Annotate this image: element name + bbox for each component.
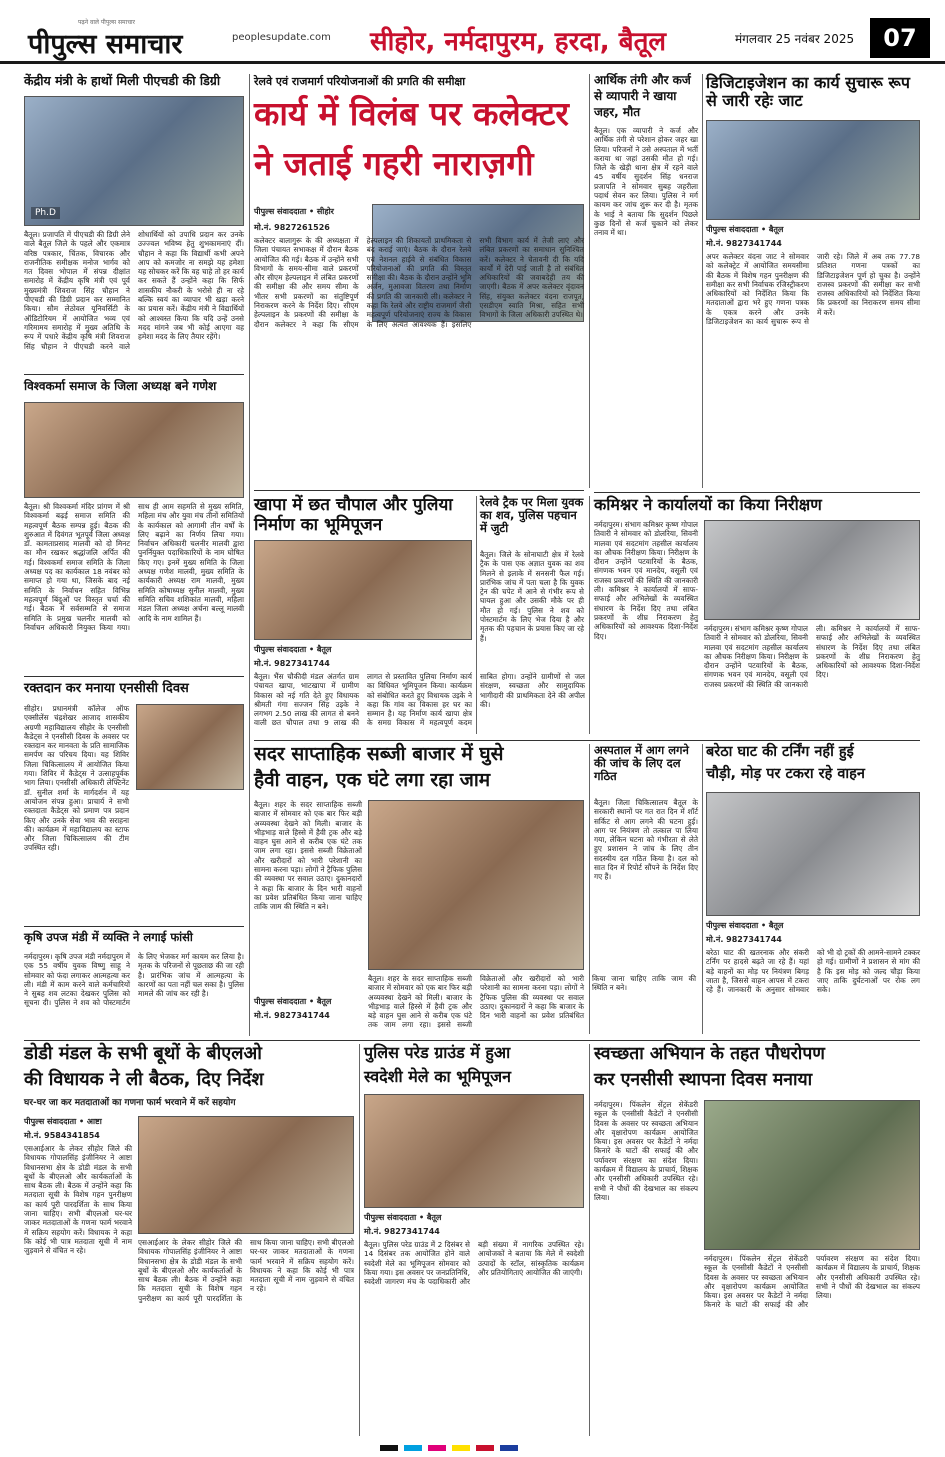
headline-krishi: कृषि उपज मंडी में व्यक्ति ने लगाई फांसी [24,930,193,944]
masthead-tagline: पढ़ने वाले पीपुल्स समाचार [78,19,136,26]
dodi-byline: पीपुल्स संवाददाता • आष्टा [24,1117,102,1126]
divider [254,740,920,741]
article-phd: बैतूल। प्रजापति में पीएचडी की डिग्री लेने वाले बैतूल जिले के पहले और एकमात्र वरिष्ठ पत्रकार, चिंतक, विचारक और राजनीतिक समीक्षक मनोज भार्गव को गत दिवस भोपाल में संपन्न दीक्षांत समारोह में केंद्रीय कृषि मंत्री एवं पूर्व मुख्यमंत्री शिवराज सिंह चौहान ने पीएचडी की डिग्री प्रदान कर सम्मानित किया। सौम लेठोवल यूनिवर्सिटी के ऑडिटोरियम में आयोजित भव्य एवं गरिमामय समारोह में मुख्य अतिथि के रूप में पधारे केंद्रीय कृषि मंत्री शिवराज सिंह चौहान ने पीएचडी करने वाले शोधार्थियों को उपाधि प्रदान कर उनके उज्ज्वल भविष्य हेतु शुभकामनाएं दीं। चौहान ने कहा कि विद्यार्थी कभी अपने आप को कमजोर ना समझे यह हमेशा यह सोचकर करें कि वह चाहे तो हर कार्य कर सकते हैं उन्होंने कहा कि सिर्फ शासकीय नौकरी के भरोसे ही ना रहे बल्कि स्वयं का व्यापार भी खड़ा करने का प्रयास करें। केंद्रीय मंत्री ने विद्यार्थियों को आश्वस्त किया कि यदि उन्हें उनसे मदद मांगने जब भी कोई आएगा वह हमेशा मदद के लिए तैयार रहेंगे। [24,230,244,351]
photo-vishwakarma-group [24,402,244,498]
headline-barethaghat-line2: चौड़ी, मोड़ पर टकरा रहे वाहन [706,766,865,782]
article-commissioner-cont: नर्मदापुरम। संभाग कमिश्नर कृष्ण गोपाल तिवारी ने सोमवार को डोलरिया, सिवनी मालवा एवं सदटमांग तहसील कार्यालय का औचक निरीक्षण किया। निरीक्षण के दौरान उन्होंने पटवारियों के बैठक, संगणक भवन एवं मानदेय, वसूली एवं राजस्व प्रकरणों की स्थिति की जानकारी ली। कमिश्नर ने कार्यालयों में साफ-सफाई और अभिलेखों के व्यवस्थित संधारण के निर्देश दिए तथा लंबित प्रकरणों के शीघ्र निराकरण हेतु अधिकारियों को आवश्यक दिशा-निर्देश दिए। [704,624,920,689]
article-commissioner: नर्मदापुरम। संभाग कमिश्नर कृष्ण गोपाल तिवारी ने सोमवार को डोलरिया, सिवनी मालवा एवं सदटमांग तहसील कार्यालय का औचक निरीक्षण किया। निरीक्षण के दौरान उन्होंने पटवारियों के बैठक, संगणक भवन एवं मानदेय, वसूली एवं राजस्व प्रकरणों की स्थिति की जानकारी ली। कमिश्नर ने कार्यालयों में साफ-सफाई और अभिलेखों के व्यवस्थित संधारण के निर्देश दिए तथा लंबित प्रकरणों के शीघ्र निराकरण हेतु अधिकारियों को आवश्यक दिशा-निर्देश दिए। [594,520,698,641]
region-title: सीहोर, नर्मदापुरम, हरदा, बैतूल [370,27,667,57]
reg-mark-magenta [428,1445,446,1451]
headline-ncc: रक्तदान कर मनाया एनसीसी दिवस [24,681,189,696]
dodi-subhead: घर-घर जा कर मतदाताओं का गणना फार्म भरवाने में करें सहयोग [24,1098,236,1108]
mela-mobile: मो.नं. 9827341744 [364,1227,440,1236]
column-divider [702,744,703,1034]
photo-mela-bhoomipujan [364,1094,584,1208]
edition-date: मंगलवार 25 नवंबर 2025 [735,32,855,46]
lead-byline: पीपुल्स संवाददाता • सीहोर [254,207,334,216]
headline-mela-line2: स्वदेशी मेले का भूमिपूजन [364,1067,511,1086]
lead-mobile: मो.नं. 9827261526 [254,223,330,232]
headline-karz-line2: से व्यापारी ने खाया [594,89,677,103]
headline-barethaghat-line1: बरेठा घाट की टर्निंग नहीं हुई [706,744,854,760]
article-khapa: बैतूल। भैंस चौकीदी मंडल अंतर्गत ग्राम पंचायत खापा, भाटखापा में ग्रामीण विकास को नई गति देते हुए विधायक श्रीमती गंगा सज्जन सिंह उइके ने लगभग 2.50 लाख की लागत से बनने वाली छत चौपाल तथा 9 लाख की लागत से प्रस्तावित पुलिया निर्माण कार्य का विधिवत भूमिपूजन किया। कार्यक्रम को संबोधित करते हुए विधायक उइके ने कहा कि गांव का विकास हर घर का सम्मान है। यह निर्माण कार्य खापा क्षेत्र के समग्र विकास में महत्वपूर्ण कदम साबित होगा। उन्होंने ग्रामीणों से जल संरक्षण, स्वच्छता और सामुदायिक भागीदारी की प्राथमिकता देने की अपील की। [254,672,585,728]
article-digital: अपर कलेक्टर वंदना जाट ने सोमवार को कलेक्ट्रेट में आयोजित समयसीमा की बैठक में विशेष गहन पुनरीक्षण की समीक्षा कर सभी निर्वाचक रजिस्ट्रीकरण अधिकारियों को निर्देशित किया कि मतदाताओं द्वारा भरे हुए गणना पत्रक के एकत्र करने और उनके डिजिटाइजेशन का कार्य सुचारू रूप से जारी रहे। जिले में अब तक 77.78 प्रतिशत गणना पत्रकों का डिजिटाइजेशन पूर्ण हो चुका है। उन्होंने राजस्व प्रकरणों की समीक्षा कर सभी राजस्व अधिकारियों को निर्देशित किया कि प्रकरणों का निराकरण समय सीमा में करें। [706,252,920,327]
reg-mark-cyan [404,1445,422,1451]
newspaper-logo: पीपुल्स समाचार [28,29,183,60]
website-url[interactable]: peoplesupdate.com [232,32,331,43]
dodi-mobile: मो.नं. 9584341854 [24,1131,100,1140]
divider [24,374,244,375]
headline-mela-line1: पुलिस परेड ग्राउंड में हुआ [364,1043,511,1062]
khapa-byline: पीपुल्स संवाददाता • बैतूल [254,645,332,654]
column-divider [589,496,590,734]
masthead [0,0,945,64]
photo-swachhta-ncc [704,1100,920,1250]
article-aspatal: बैतूल। जिला चिकित्सालय बैतूल के सरकारी स्थानों पर गत रात दिन में शॉर्ट सर्किट से आग लगने की घटना हुई। आग पर नियंत्रण तो तत्काल पा लिया गया, लेकिन घटना को गंभीरता से लेते हुए प्रशासन ने जांच के लिए तीन सदस्यीय दल गठित किया है। दल को सात दिन में रिपोर्ट सौंपने के निर्देश दिए गए हैं। [594,798,698,882]
column-divider [359,1044,360,1436]
headline-swachhta-line1: स्वच्छता अभियान के तहत पौधरोपण [594,1044,825,1064]
article-barethaghat: बरेठा घाट की खतरनाक और संकरी टर्निंग पर हादसे बढ़ते जा रहे हैं। यहां बड़े वाहनों का मोड़ पर नियंत्रण बिगड़ जाता है, जिससे वाहन आपस में टकरा रहे हैं। जानकारी के अनुसार सोमवार को भी दो ट्रकों की आमने-सामने टक्कर हो गई। ग्रामीणों ने प्रशासन से मांग की है कि इस मोड़ को जल्द चौड़ा किया जाए ताकि दुर्घटनाओं पर रोक लग सके। [706,948,920,995]
headline-phd: केंद्रीय मंत्री के हाथों मिली पीएचडी की डिग्री [24,73,221,88]
digital-byline: पीपुल्स संवाददाता • बैतूल [706,225,784,234]
photo-digital-meeting [706,120,920,220]
article-dodi: एसआईआर के लेकर सीहोर जिले की विधायक गोपालसिंह इंजीनियर ने आष्टा विधानसभा क्षेत्र के डोडी मंडल के सभी बूथों के बीएलओ और कार्यकर्ताओं के साथ बैठक ली। बैठक में उन्होंने कहा कि मतदाता सूची के विशेष गहन पुनरीक्षण का कार्य पूरी पारदर्शिता के साथ किया जाना चाहिए। सभी बीएलओ घर-घर जाकर मतदाताओं के गणना फार्म भरवाने में सक्रिय सहयोग करें। विधायक ने कहा कि कोई भी पात्र मतदाता सूची में नाम जुड़वाने से वंचित न रहे। [24,1144,132,1256]
digital-mobile: मो.नं. 9827341744 [706,239,782,248]
divider [24,676,244,677]
photo-commissioner-inspection [704,520,920,620]
column-divider [249,74,250,1036]
column-divider [476,496,477,734]
column-divider [589,744,590,1034]
article-sabji: बैतूल। शहर के सदर साप्ताहिक सब्जी बाजार में सोमवार को एक बार फिर बड़ी अव्यवस्था देखने को मिली। बाजार के भीड़भाड़ वाले हिस्से में हैवी ट्रक और बड़े वाहन घुस आने से करीब एक घंटे तक जाम लगा रहा। इससे सब्जी विक्रेताओं और खरीदारों को भारी परेशानी का सामना करना पड़ा। लोगों ने ट्रैफिक पुलिस की व्यवस्था पर सवाल उठाए। दुकानदारों ने कहा कि बाजार के दिन भारी वाहनों का प्रवेश प्रतिबंधित किया जाना चाहिए ताकि जाम की स्थिति न बने। [254,800,362,912]
headline-khapa: खापा में छत चौपाल और पुलिया निर्माण का भूमिपूजन [254,495,453,535]
sabji-mobile: मो.नं. 9827341744 [254,1011,330,1020]
lead-headline-line1: कार्य में विलंब पर कलेक्टर [254,94,569,133]
reg-mark-black [380,1445,398,1451]
article-swachhta-cont: नर्मदापुरम। पिंकलेन सेंट्रल सेकेंडरी स्कूल के एनसीसी कैडेटों ने एनसीसी दिवस के अवसर पर स्वच्छता अभियान और वृक्षारोपण कार्यक्रम आयोजित किया। इस अवसर पर कैडेटों ने नर्मदा किनारे के घाटों की सफाई की और पर्यावरण संरक्षण का संदेश दिया। कार्यक्रम में विद्यालय के प्राचार्य, शिक्षक और एनसीसी अधिकारी उपस्थित रहे। सभी ने पौधों की देखभाल का संकल्प लिया। [704,1254,920,1310]
divider [254,490,584,491]
article-vishwakarma: बैतूल। श्री विश्वकर्मा मंदिर प्रांगण में श्री विश्वकर्मा बढ़ई समाज समिति की महत्वपूर्ण बैठक सम्पन्न हुई। बैठक की शुरुआत में दिवंगत भूतपूर्व जिला अध्यक्ष डॉ. कामताप्रसाद मालवी को दो मिनट का मौन रखकर श्रद्धांजलि अर्पित की गई। विश्वकर्मा समाज समिति के जिला अध्यक्ष पद का कार्यकाल 18 नवंबर को समाप्त हो गया था, जिसके बाद नई समिति के निर्वाचन सहित विभिन्न महत्वपूर्ण बिंदुओं पर विस्तृत चर्चा की गई। बैठक में सर्वसम्मति से समाज समिति के प्रमुख चलनीर मालवी को निर्वाचन अधिकारी नियुक्त किया गया। साथ ही आम सहमति से मुख्य समिति, महिला मंच और युवा मंच तीनों समितियों के कार्यकाल को आगामी तीन वर्षों के लिए बढ़ाने का निर्णय लिया गया। निर्वाचन अधिकारी चलनीर मालवी द्वारा पुनर्नियुक्त पदाधिकारियों के नाम घोषित किए गए। इनमें मुख्य समिति के जिला अध्यक्ष गणेश मालवी, मुख्य समिति के कार्यकारी अध्यक्ष राम मालवी, मुख्य समिति कोषाध्यक्ष सुनील मालवी, मुख्य समिति सचिव शशिकांत मालवी, महिला मंडल जिला अध्यक्ष अर्चना बल्लू मालवी आदि के नाम शामिल हैं। [24,502,244,632]
reg-mark-red [476,1445,494,1451]
barethaghat-byline: पीपुल्स संवाददाता • बैतूल [706,921,784,930]
article-rail: बैतूल। जिले के सोनाघाटी क्षेत्र में रेलवे ट्रैक के पास एक अज्ञात युवक का शव मिलने से इलाके में सनसनी फैल गई। प्रारंभिक जांच में पता चला है कि युवक ट्रेन की चपेट में आने से गंभीर रूप से घायल हुआ और उसकी मौके पर ही मौत हो गई। पुलिस ने शव को पोस्टमार्टम के लिए भेज दिया है और मृतक की पहचान के प्रयास किए जा रहे हैं। [480,550,584,643]
divider [24,926,244,927]
photo-dodi-meeting [138,1116,354,1234]
column-divider [589,1044,590,1436]
article-mela: बैतूल। पुलिस परेड ग्राउंड में 2 दिसंबर से 14 दिसंबर तक आयोजित होने वाले स्वदेशी मेले का भूमिपूजन सोमवार को किया गया। इस अवसर पर जनप्रतिनिधि, स्वदेशी जागरण मंच के पदाधिकारी और बड़ी संख्या में नागरिक उपस्थित रहे। आयोजकों ने बताया कि मेले में स्वदेशी उत्पादों के स्टॉल, सांस्कृतिक कार्यक्रम और प्रतियोगिताएं आयोजित की जाएंगी। [364,1240,584,1287]
photo-khapa-bhoomipujan [254,540,472,640]
headline-swachhta-line2: कर एनसीसी स्थापना दिवस मनाया [594,1070,813,1090]
reg-mark-blue [500,1445,518,1451]
headline-digital: डिजिटाइजेशन का कार्य सुचारू रूप से जारी रहेः जाट [706,73,910,111]
reg-mark-yellow [452,1445,470,1451]
headline-karz-line1: आर्थिक तंगी और कर्ज [594,73,691,87]
article-karz: बैतूल। एक व्यापारी ने कर्ज और आर्थिक तंगी से परेशान होकर जहर खा लिया। परिजनों ने उसे अस्पताल में भर्ती कराया था जहां उसकी मौत हो गई। जिले के खेड़ी थाना क्षेत्र में रहने वाले 45 वर्षीय सुदर्शन सिंह धनराज प्रजापति ने सोमवार सुबह जहरीला पदार्थ सेवन कर लिया। पुलिस ने मर्ग कायम कर जांच शुरू कर दी है। मृतक के भाई ने बताया कि सुदर्शन पिछले कुछ दिनों से कर्ज चुकाने को लेकर तनाव में था। [594,126,698,238]
photo-baretha-truck [706,792,920,916]
divider [24,1040,920,1041]
headline-rail: रेलवे ट्रैक पर मिला युवक का शव, पुलिस पहचान में जुटी [480,495,584,536]
article-sabji-cont: बैतूल। शहर के सदर साप्ताहिक सब्जी बाजार में सोमवार को एक बार फिर बड़ी अव्यवस्था देखने को मिली। बाजार के भीड़भाड़ वाले हिस्से में हैवी ट्रक और बड़े वाहन घुस आने से करीब एक घंटे तक जाम लगा रहा। इससे सब्जी विक्रेताओं और खरीदारों को भारी परेशानी का सामना करना पड़ा। लोगों ने ट्रैफिक पुलिस की व्यवस्था पर सवाल उठाए। दुकानदारों ने कहा कि बाजार के दिन भारी वाहनों का प्रवेश प्रतिबंधित किया जाना चाहिए ताकि जाम की स्थिति न बने। [368,974,696,1030]
headline-karz-line3: जहर, मौत [594,105,641,119]
photo-sabji-market-jam [368,800,584,970]
article-krishi: नर्मदापुरम। कृषि उपज मंडी नर्मदापुरम में एक 55 वर्षीय युवक विष्णु साहू ने सोमवार को फंदा लगाकर आत्महत्या कर ली। मंडी में काम करने वाले कर्मचारियों ने सुबह शव लटका देखकर पुलिस को सूचना दी। पुलिस ने शव को पोस्टमार्टम के लिए भेजकर मर्ग कायम कर लिया है। मृतक के परिजनों से पूछताछ की जा रही है। प्रारंभिक जांच में आत्महत्या के कारणों का पता नहीं चल सका है। पुलिस मामले की जांच कर रही है। [24,952,244,1008]
column-divider [702,74,703,488]
headline-dodi-line2: की विधायक ने ली बैठक, दिए निर्देश [24,1069,264,1090]
headline-aspatal: अस्पताल में आग लगने की जांच के लिए दल गठित [594,743,689,784]
column-divider [589,74,590,488]
khapa-mobile: मो.नं. 9827341744 [254,659,330,668]
photo-label-phd: Ph.D [31,207,60,219]
mela-byline: पीपुल्स संवाददाता • बैतूल [364,1213,442,1222]
sabji-byline: पीपुल्स संवाददाता • बैतूल [254,997,332,1006]
lead-kicker: रेलवे एवं राजमार्ग परियोजनाओं की प्रगति की समीक्षा [254,75,466,88]
lead-headline-line2: ने जताई गहरी नाराज़गी [254,144,534,183]
page-number: 07 [870,18,930,58]
barethaghat-mobile: मो.नं. 9827341744 [706,935,782,944]
photo-phd-ceremony [24,96,244,226]
headline-commissioner: कमिश्नर ने कार्यालयों का किया निरीक्षण [594,495,822,514]
article-dodi-cont: एसआईआर के लेकर सीहोर जिले की विधायक गोपालसिंह इंजीनियर ने आष्टा विधानसभा क्षेत्र के डोडी मंडल के सभी बूथों के बीएलओ और कार्यकर्ताओं के साथ बैठक ली। बैठक में उन्होंने कहा कि मतदाता सूची के विशेष गहन पुनरीक्षण का कार्य पूरी पारदर्शिता के साथ किया जाना चाहिए। सभी बीएलओ घर-घर जाकर मतदाताओं के गणना फार्म भरवाने में सक्रिय सहयोग करें। विधायक ने कहा कि कोई भी पात्र मतदाता सूची में नाम जुड़वाने से वंचित न रहे। [138,1238,354,1303]
headline-sabji-line2: हैवी वाहन, एक घंटे लगा रहा जाम [254,769,491,791]
divider [594,492,920,493]
registration-marks [0,1440,945,1457]
headline-sabji-line1: सदर साप्ताहिक सब्जी बाजार में घुसे [254,743,504,765]
article-ncc: सीहोर। प्रधानमंत्री कॉलेज ऑफ एक्सीलेंस चंद्रशेखर आजाद शासकीय अग्रणी महाविद्यालय सीहोर के एनसीसी कैडेट्स ने एनसीसी दिवस के अवसर पर रक्तदान कर मानवता के प्रति सामाजिक समर्पण का परिचय दिया। यह शिविर जिला चिकित्सालय में आयोजित किया गया। शिविर में कैडेट्स ने उत्साहपूर्वक भाग लिया। एनसीसी अधिकारी लेफ्टिनेंट डॉ. सुनील शर्मा के मार्गदर्शन में यह आयोजन संपन्न हुआ। प्राचार्य ने सभी रक्तदाता कैडेट्स को प्रमाण पत्र प्रदान किए और उनके सेवा भाव की सराहना की। कार्यक्रम में महाविद्यालय का स्टाफ और जिला चिकित्सालय की टीम उपस्थित रही। [24,704,129,853]
article-swachhta: नर्मदापुरम। पिंकलेन सेंट्रल सेकेंडरी स्कूल के एनसीसी कैडेटों ने एनसीसी दिवस के अवसर पर स्वच्छता अभियान और वृक्षारोपण कार्यक्रम आयोजित किया। इस अवसर पर कैडेटों ने नर्मदा किनारे के घाटों की सफाई की और पर्यावरण संरक्षण का संदेश दिया। कार्यक्रम में विद्यालय के प्राचार्य, शिक्षक और एनसीसी अधिकारी उपस्थित रहे। सभी ने पौधों की देखभाल का संकल्प लिया। [594,1100,698,1202]
headline-dodi-line1: डोडी मंडल के सभी बूथों के बीएलओ [24,1043,262,1064]
photo-ncc-blood-donation [136,704,244,790]
headline-vishwakarma: विश्वकर्मा समाज के जिला अध्यक्ष बने गणेश [24,379,217,393]
lead-article: कलेक्टर बालागुरू के की अध्यक्षता में जिला पंचायत सभाकक्ष में दौरान बैठक आयोजित की गई। बैठक में उन्होंने सभी विभागों के समय-सीमा वाले प्रकरणों और सीएम हेल्पलाइन में लंबित प्रकरणों की समीक्षा की और समय सीमा के भीतर सभी प्रकरणों का संतुष्टिपूर्ण निराकरण करने के निर्देश दिए। सीएम हेल्पलाइन के प्रकरणों की समीक्षा के दौरान कलेक्टर ने कहा कि सीएम हेल्पलाइन की शिकायतों प्राथमिकता से बंद कराई जाएं। बैठक के दौरान रेलवे एवं नेशनल हाईवे से संबंधित विकास परियोजनाओं की प्रगति की विस्तृत समीक्षा की। बैठक के दौरान उन्होंने भूमि अर्जन, मुआवजा वितरण तथा निर्माण की प्रगति की जानकारी ली। कलेक्टर ने कहा कि रेलवे और राष्ट्रीय राजमार्ग जैसी महत्वपूर्ण परियोजनाएं राज्य के विकास के लिए अत्यंत आवश्यक हैं। इसलिए सभी विभाग कार्य में तेजी लाएं और लंबित प्रकरणों का समाधान सुनिश्चित करें। कलेक्टर ने चेतावनी दी कि यदि कार्यों में देरी पाई जाती है तो संबंधित अधिकारियों की जवाबदेही तय की जाएगी। बैठक में अपर कलेक्टर वृंदावन सिंह, संयुक्त कलेक्टर वंदना राजपूत, एसडीएम स्वाति मिश्रा, सहित सभी विभागों के जिला अधिकारी उपस्थित थे। [254,236,584,329]
